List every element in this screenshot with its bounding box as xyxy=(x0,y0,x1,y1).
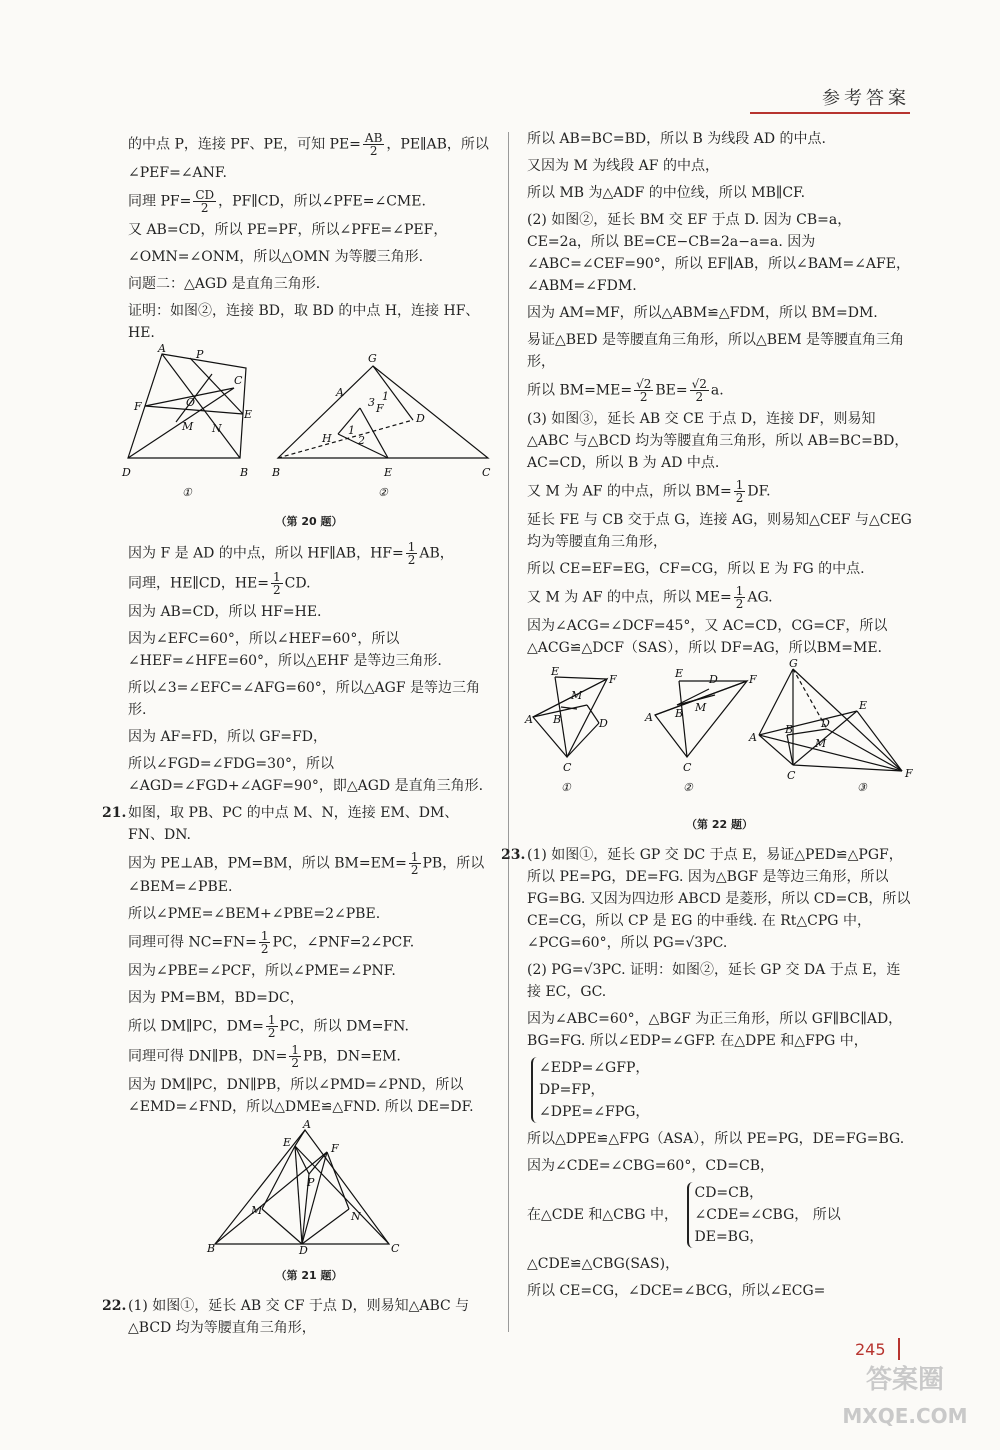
svg-text:E: E xyxy=(283,1136,292,1149)
svg-text:P: P xyxy=(307,1176,315,1189)
brace-line: DP=FP， xyxy=(539,1082,605,1098)
section-title: 参考答案 xyxy=(822,88,910,109)
figure-22 xyxy=(525,657,913,810)
paragraph: 问题二：△AGD 是直角三角形. xyxy=(128,276,321,292)
svg-text:B: B xyxy=(240,466,249,479)
paragraph: 又因为 M 为线段 AF 的中点， xyxy=(527,158,719,174)
paragraph: 所以 MB 为△ADF 的中位线，所以 MB∥CF. xyxy=(527,185,806,201)
paragraph: (3) 如图③，延长 AB 交 CE 于点 D，连接 DF，则易知△ABC 与△BCD 均为等腰直角三角形，所以 AB=BC=BD，AC=CD，所以 B 为 AD 中点. xyxy=(527,411,909,471)
figure-21 xyxy=(128,1118,490,1261)
svg-text:D: D xyxy=(821,717,830,730)
svg-text:M: M xyxy=(251,1204,263,1217)
paragraph: 因为 DM∥PC，DN∥PB，所以∠PMD=∠PND，所以∠EMD=∠FND，所以△DME≌△FND. 所以 DE=DF. xyxy=(128,1077,474,1115)
brace-line: ∠CDE=∠CBG， xyxy=(694,1207,809,1223)
figure-20-diagram xyxy=(122,342,498,500)
paragraph: 延长 FE 与 CB 交于点 G，连接 AG，则易知△CEF 与△CEG 均为等腰直角三角形， xyxy=(527,512,912,550)
paragraph: 所以∠PME=∠BEM+∠PBE=2∠PBE. xyxy=(128,906,381,922)
svg-text:A: A xyxy=(336,386,344,399)
paragraph: △CDE≌△CBG(SAS)， xyxy=(527,1256,680,1272)
question-number: 23. xyxy=(501,847,526,863)
brace-line: ∠EDP=∠GFP， xyxy=(539,1060,650,1076)
paragraph: 易证△BED 是等腰直角三角形，所以△BEM 是等腰直角三角形， xyxy=(527,332,905,370)
paragraph: 又 AB=CD，所以 PE=PF，所以∠PFE=∠PEF， xyxy=(128,222,448,238)
paragraph: 的中点 P，连接 PF、PE，可知 PE= $\frac{AB}{2}$ ，PE∥AB，所以 xyxy=(128,131,489,158)
running-header xyxy=(750,84,910,110)
svg-text:1: 1 xyxy=(382,390,389,403)
svg-text:M: M xyxy=(695,701,707,714)
brace-block xyxy=(687,1182,809,1248)
svg-text:F: F xyxy=(376,402,384,415)
fraction: $\frac{1}{2}$ xyxy=(267,1013,276,1040)
watermark-url: MXQE.COM xyxy=(842,1404,968,1428)
paragraph: (2) PG=√3PC. 证明：如图②，延长 GP 交 DA 于点 E，连接 EC，GC. xyxy=(527,962,901,1000)
figure-21-diagram xyxy=(207,1118,409,1257)
figure-label-1: ① xyxy=(182,486,192,499)
paragraph: 所以 CE=CG，∠DCE=∠BCG，所以∠ECG= xyxy=(527,1283,826,1299)
svg-text:F: F xyxy=(749,673,757,686)
svg-text:B: B xyxy=(553,713,562,726)
svg-text:A: A xyxy=(749,731,757,744)
svg-text:C: C xyxy=(391,1242,400,1255)
brace-line: CD=CB， xyxy=(694,1185,764,1201)
figure-label-2: ② xyxy=(683,781,693,794)
svg-text:P: P xyxy=(196,348,204,361)
fraction: $\frac{1}{2}$ xyxy=(735,478,744,505)
svg-text:G: G xyxy=(368,352,377,365)
paragraph: 同理可得 DN∥PB，DN= $\frac{1}{2}$ PB，DN=EM. xyxy=(128,1043,401,1070)
brace-system xyxy=(527,1057,912,1123)
svg-text:B: B xyxy=(272,466,281,479)
paragraph: 所以△DPE≌△FPG（ASA），所以 PE=PG，DE=FG=BG. xyxy=(527,1131,905,1147)
svg-text:F: F xyxy=(905,767,913,780)
fraction: $\frac{CD}{2}$ xyxy=(195,188,215,215)
svg-text:A: A xyxy=(525,713,533,726)
question-number: 22. xyxy=(102,1298,127,1314)
svg-text:D: D xyxy=(122,466,131,479)
fraction: $\frac{1}{2}$ xyxy=(260,929,269,956)
svg-text:A: A xyxy=(645,711,653,724)
figure-caption: （第 21 题） xyxy=(275,1269,343,1282)
svg-text:A: A xyxy=(303,1118,311,1131)
paragraph: 同理 PF= $\frac{CD}{2}$ ，PF∥CD，所以∠PFE=∠CME. xyxy=(128,188,426,215)
figure-20 xyxy=(122,342,491,507)
paragraph: 又 M 为 AF 的中点，所以 ME= $\frac{1}{2}$ AG. xyxy=(527,584,773,611)
figure-caption: （第 22 题） xyxy=(686,818,753,831)
svg-text:F: F xyxy=(609,673,617,686)
svg-text:E: E xyxy=(675,667,684,680)
svg-text:B: B xyxy=(207,1242,216,1255)
svg-text:M: M xyxy=(815,737,827,750)
header-rule xyxy=(750,112,910,114)
paragraph: ∠OMN=∠ONM，所以△OMN 为等腰三角形. xyxy=(128,249,424,265)
fraction: $\frac{1}{2}$ xyxy=(410,850,419,877)
brace-block xyxy=(531,1057,649,1123)
paragraph: 因为∠PBE=∠PCF，所以∠PME=∠PNF. xyxy=(128,963,396,979)
paragraph: 所以 DM∥PC，DM= $\frac{1}{2}$ PC，所以 DM=FN. xyxy=(128,1013,409,1040)
watermark-logo xyxy=(820,1362,990,1442)
svg-text:D: D xyxy=(299,1244,308,1257)
svg-text:A: A xyxy=(158,342,166,355)
paragraph: ∠PEF=∠ANF. xyxy=(128,165,227,181)
svg-text:D: D xyxy=(599,717,608,730)
paragraph: 因为 AB=CD，所以 HF=HE. xyxy=(128,604,322,620)
paragraph: 同理可得 NC=FN= $\frac{1}{2}$ PC，∠PNF=2∠PCF. xyxy=(128,929,415,956)
paragraph: 所以∠3=∠EFC=∠AFG=60°，所以△AGF 是等边三角形. xyxy=(128,680,480,718)
svg-text:3: 3 xyxy=(368,396,375,409)
svg-text:O: O xyxy=(186,396,196,409)
paragraph: 同理，HE∥CD，HE= $\frac{1}{2}$ CD. xyxy=(128,570,311,597)
svg-text:B: B xyxy=(675,707,684,720)
svg-text:E: E xyxy=(859,699,868,712)
paragraph: 又 M 为 AF 的中点，所以 BM= $\frac{1}{2}$ DF. xyxy=(527,478,771,505)
svg-text:N: N xyxy=(351,1210,361,1223)
svg-text:E: E xyxy=(551,665,560,678)
svg-text:C: C xyxy=(482,466,491,479)
svg-text:F: F xyxy=(134,400,142,413)
fraction: $\frac{√2}{2}$ xyxy=(691,377,707,404)
svg-text:D: D xyxy=(416,412,425,425)
paragraph: 因为 PM=BM，BD=DC， xyxy=(128,990,304,1006)
brace-line: DE=BG， xyxy=(694,1229,764,1245)
paragraph: (2) 如图②，延长 BM 交 EF 于点 D. 因为 CB=a，CE=2a，所以 BE=CE−CB=2a−a=a. 因为∠ABC=∠CEF=90°，所以 EF∥AB，所以∠BAM=∠AFE，∠ABM=∠FDM. xyxy=(527,212,910,294)
fraction: $\frac{1}{2}$ xyxy=(273,570,281,597)
figure-22-diagram xyxy=(525,657,917,803)
paragraph: 因为 F 是 AD 的中点，所以 HF∥AB，HF= $\frac{1}{2}$ AB， xyxy=(128,540,454,567)
svg-text:E: E xyxy=(384,466,393,479)
figure-label-1: ① xyxy=(561,781,571,794)
figure-label-2: ② xyxy=(378,486,388,499)
paragraph: 因为∠ABC=60°，△BGF 为正三角形，所以 GF∥BC∥AD，BG=FG. 所以∠EDP=∠GFP. 在△DPE 和△FPG 中， xyxy=(527,1011,903,1049)
svg-text:F: F xyxy=(331,1142,339,1155)
column-divider xyxy=(508,132,509,1332)
svg-text:B: B xyxy=(785,723,794,736)
paragraph: 因为 AF=FD，所以 GF=FD， xyxy=(128,729,327,745)
figure-label-3: ③ xyxy=(857,781,867,794)
figure-caption: （第 20 题） xyxy=(275,515,343,528)
watermark-text: 答案圈 xyxy=(865,1365,944,1395)
fraction: $\frac{AB}{2}$ xyxy=(364,131,383,158)
fraction: $\frac{1}{2}$ xyxy=(291,1043,299,1070)
svg-text:C: C xyxy=(563,761,572,774)
fraction: $\frac{√2}{2}$ xyxy=(636,377,652,404)
svg-text:G: G xyxy=(789,657,798,670)
paragraph: 因为∠ACG=∠DCF=45°，又 AC=CD，CG=CF，所以△ACG≌△DCF（SAS），所以 DF=AG，所以BM=ME. xyxy=(527,618,888,656)
paragraph: 因为∠CDE=∠CBG=60°，CD=CB， xyxy=(527,1158,775,1174)
svg-text:D: D xyxy=(709,673,718,686)
paragraph: 因为 AM=MF，所以△ABM≌△FDM，所以 BM=DM. xyxy=(527,305,878,321)
right-column xyxy=(501,128,913,1307)
svg-text:C: C xyxy=(234,374,243,387)
page-number-bar xyxy=(898,1338,900,1360)
paragraph: 在△CDE 和△CBG 中， CD=CB， ∠CDE=∠CBG， DE=BG， 所以 xyxy=(527,1182,912,1248)
svg-text:E: E xyxy=(244,408,253,421)
question-22: 22. (1) 如图①，延长 AB 交 CF 于点 D，则易知△ABC 与△BCD 均为等腰直角三角形， xyxy=(128,1295,490,1339)
svg-text:M: M xyxy=(571,689,583,702)
paragraph: 因为∠EFC=60°，所以∠HEF=60°，所以∠HEF=∠HFE=60°，所以△EHF 是等边三角形. xyxy=(128,631,442,669)
svg-text:H: H xyxy=(322,432,332,445)
svg-text:2: 2 xyxy=(358,434,365,447)
paragraph: 证明：如图②，连接 BD，取 BD 的中点 H，连接 HF、HE. xyxy=(128,303,480,341)
svg-text:C: C xyxy=(787,769,796,782)
fraction: $\frac{1}{2}$ xyxy=(407,540,416,567)
paragraph: 所以 AB=BC=BD，所以 B 为线段 AD 的中点. xyxy=(527,131,826,147)
svg-text:M: M xyxy=(182,420,194,433)
paragraph: 因为 PE⊥AB，PM=BM，所以 BM=EM= $\frac{1}{2}$ PB，所以∠BEM=∠PBE. xyxy=(128,850,485,895)
svg-text:N: N xyxy=(212,422,222,435)
question-23: 23. (1) 如图①，延长 GP 交 DC 于点 E，易证△PED≌△PGF，所以 PE=PG，DE=FG. 因为△BGF 是等边三角形，所以 FG=BG. 又因为四边形 ABCD 是菱形，所以 CD=CB，所以 CE=CG，所以 CP 是 EG 的中垂线. 在 Rt△CPG 中，∠PCG=60°，所以 PG=√3PC. xyxy=(527,844,912,954)
svg-text:C: C xyxy=(683,761,692,774)
question-number: 21. xyxy=(102,805,127,821)
left-column xyxy=(102,131,491,1344)
paragraph: 所以 BM=ME= $\frac{√2}{2}$ BE= $\frac{√2}{2}$ a. xyxy=(527,377,724,404)
brace-line: ∠DPE=∠FPG， xyxy=(539,1104,650,1120)
paragraph: 所以∠FGD=∠FDG=30°，所以∠AGD=∠FGD+∠AGF=90°，即△AGD 是直角三角形. xyxy=(128,756,484,794)
svg-text:1: 1 xyxy=(348,424,355,437)
fraction: $\frac{1}{2}$ xyxy=(735,584,744,611)
page-number: 245 xyxy=(855,1340,886,1359)
question-21: 21. 如图，取 PB、PC 的中点 M、N，连接 EM、DM、FN、DN. xyxy=(128,802,490,846)
paragraph: 所以 CE=EF=EG，CF=CG，所以 E 为 FG 的中点. xyxy=(527,561,865,577)
